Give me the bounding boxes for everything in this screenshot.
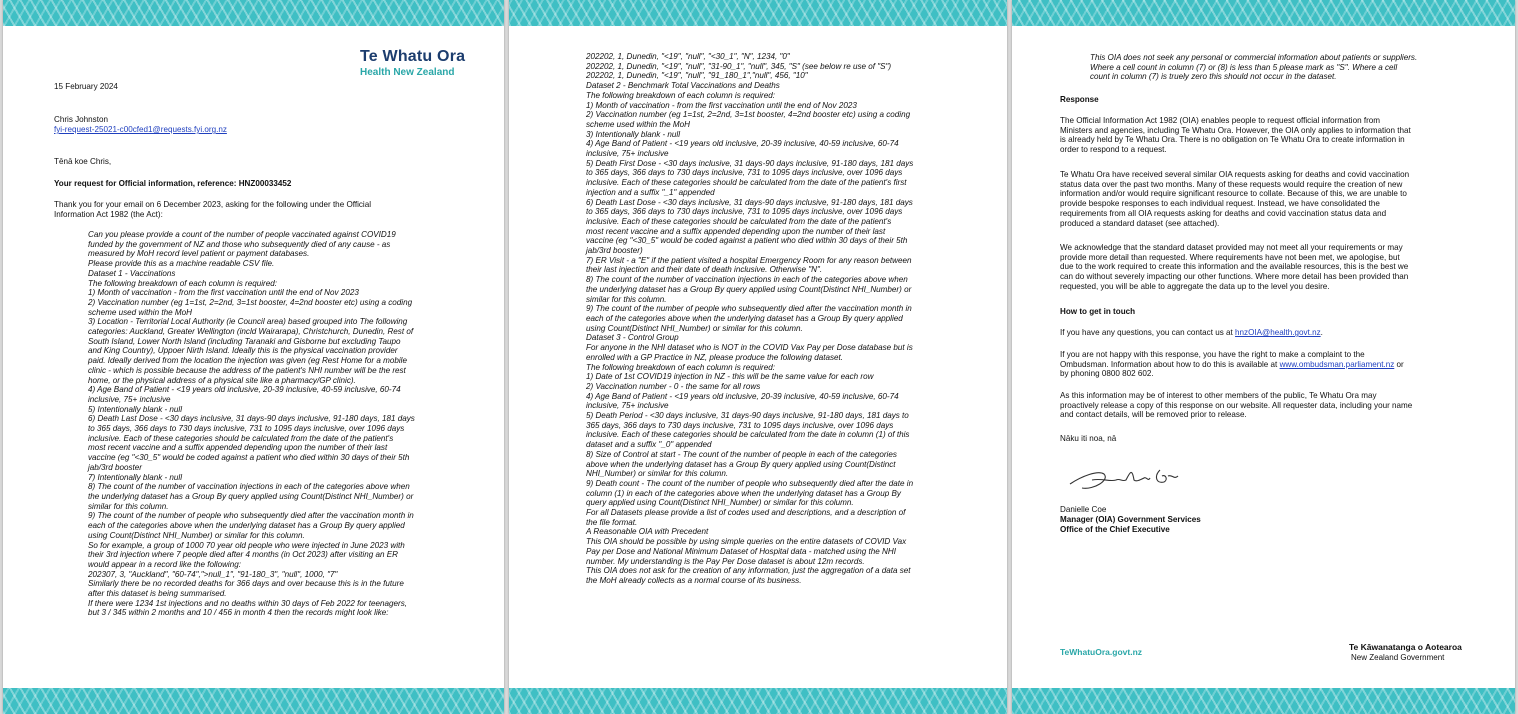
quote-line: Pay per Dose and National Minimum Dataset of Hospital data - matched using the NHI <box>586 546 896 556</box>
quote-line: 3) Location - Territorial Local Authority (ie Council area) based grouped into The following <box>88 317 408 327</box>
letter-page-3 <box>1012 0 1515 714</box>
footer-government-english: New Zealand Government <box>1351 653 1445 662</box>
quote-line: using Count(Distinct NHI_Number) or similar for this column. <box>88 530 305 540</box>
quote-line: Dataset 2 - Benchmark Total Vaccinations and Deaths <box>586 81 780 91</box>
quote-line: 1) Month of vaccination - from the first vaccination until the end of Nov 2023 <box>586 100 857 110</box>
quote-line: injection and a suffix "_1" appended <box>586 187 715 197</box>
quote-line: 8) Size of Control at start - The count of the number of people in each of the categories <box>586 449 897 459</box>
quote-line: 5) Death First Dose - <30 days inclusive, 31 days-90 days inclusive, 91-180 days, 181 days <box>586 158 914 168</box>
paragraph-line: Ministers and agencies, including Te Whatu Ora. However, the OIA only applies to information that <box>1060 125 1411 135</box>
request-subject <box>54 179 291 189</box>
subject-label: Your request for Official information, reference: <box>54 179 239 188</box>
logo-subtitle: Health New Zealand <box>360 67 455 78</box>
quote-line: the MoH already collects as a normal course of its business. <box>586 575 802 585</box>
signer-title: Manager (OIA) Government Services <box>1060 515 1201 524</box>
signature-image <box>1064 458 1194 498</box>
quote-line: 7) Intentionally blank - null <box>88 472 183 482</box>
ombudsman-text-end: or <box>1394 359 1404 369</box>
quote-line: funded by the government of NZ and those who subsequently died of any cause - as <box>88 239 391 249</box>
quote-line: 9) The count of the number of people who subsequently died after the vaccination month in <box>586 304 912 314</box>
quote-line: each of the categories above when the underlying dataset has a Group By query applied <box>88 521 405 531</box>
quote-line: enrolled with a GP Practice in NZ, please produce the following dataset. <box>586 352 844 362</box>
quote-line: most recent vaccine and a suffix appended depending upon the number of their last <box>88 443 388 453</box>
quote-line: 4) Age Band of Patient - <19 years old inclusive, 20-39 inclusive, 40-59 inclusive, 60-74 <box>586 391 899 401</box>
paragraph-line: provide more detail than requested. Where requirements have not been met, we apologise, but <box>1060 252 1400 262</box>
quote-line: Please provide this as a machine readable CSV file. <box>88 259 275 269</box>
recipient-email-link[interactable]: fyi-request-25021-c00cfed1@requests.fyi.org.nz <box>54 125 227 134</box>
quote-line: 2) Vaccination number - 0 - the same for all rows <box>586 381 761 391</box>
decorative-top-band <box>509 0 1007 26</box>
quote-line: dataset and a suffix "_0" appended <box>586 440 712 450</box>
quote-line: 202202, 1, Dunedin, "<19", "null", "31-90_1", "null", 345, "S" (see below re use of "S") <box>586 61 892 71</box>
quote-line: the underlying dataset has a Group By query applied using Count(Distinct NHI_Number) or <box>586 284 912 294</box>
signer-name: Danielle Coe <box>1060 505 1107 514</box>
quote-line: clinic - which is possible because the address of the patient's NHI number will be the rest <box>88 365 406 375</box>
quote-line: Can you please provide a count of the number of people vaccinated against COVID19 <box>88 230 396 239</box>
quote-line: inclusive. Each of these categories should be calculated from the date of the patient's first <box>586 178 907 188</box>
quote-line: number. My understanding is the Pay Per Dose dataset is about 12m records. <box>586 556 865 566</box>
paragraph-line: information and/or would require significant resource to collate. Because of this, we are unable to <box>1060 189 1407 199</box>
quote-line: scheme used within the MoH <box>586 119 690 129</box>
paragraph-line: As this information may be of interest to other members of the public, Te Whatu Ora may <box>1060 391 1377 400</box>
response-heading: Response <box>1060 95 1099 104</box>
letter-page-1 <box>3 0 504 714</box>
paragraph-line: is already held by Te Whatu Ora. There is no obligation on Te Whatu Ora to create information in <box>1060 135 1405 145</box>
quote-line: The following breakdown of each column is required: <box>586 90 775 100</box>
quote-line: home, or the physical address of a physical site like a pharmacy/GP clinic). <box>88 375 356 385</box>
request-quote-continued <box>586 52 913 586</box>
quote-line: This OIA does not ask for the creation of any information, just the aggregation of a data set <box>586 566 911 576</box>
paragraph-line: by phoning 0800 802 602. <box>1060 369 1154 379</box>
quote-line: using Count(Distinct NHI_Number) or similar for this column. <box>586 323 803 333</box>
paragraph-line: can do without severely impacting our other functions. Where more detail has been provided than <box>1060 272 1409 282</box>
signoff: Nāku iti noa, nā <box>1060 434 1117 443</box>
quote-line: the file format. <box>586 517 638 527</box>
quote-line: 1) Month of vaccination - from the first vaccination until the end of Nov 2023 <box>88 288 359 298</box>
quote-line: 1) Date of 1st COVID19 injection in NZ - this will be the same value for each row <box>586 372 874 382</box>
contact-paragraph <box>1060 328 1323 338</box>
quote-line: query applied using Count(Distinct NHI_Number) or similar for this column. <box>586 498 854 508</box>
quote-line: jab/3rd booster <box>88 462 142 472</box>
quote-line: inclusive, 75+ inclusive <box>586 149 669 159</box>
signer-office: Office of the Chief Executive <box>1060 525 1170 534</box>
quote-line: A Reasonable OIA with Precedent <box>586 527 709 537</box>
ombudsman-text: Ombudsman. Information about how to do this is available at <box>1060 359 1280 369</box>
quote-line: 4) Age Band of Patient - <19 years old inclusive, 20-39 inclusive, 40-59 inclusive, 60-74 <box>88 385 401 395</box>
quote-line: 8) The count of the number of vaccination injections in each of the categories above when <box>88 482 410 492</box>
contact-end: . <box>1320 328 1323 337</box>
response-paragraph-2 <box>1060 170 1409 228</box>
greeting: Tēnā koe Chris, <box>54 157 112 166</box>
contact-text: If you have any questions, you can contact us at <box>1060 328 1236 337</box>
quote-line: their 3rd injection where 7 people died after 4 months (in Oct 2023) after visiting an ER <box>88 550 398 560</box>
paragraph-line: due to the work required to create this information and the available resources, this is the best we <box>1060 262 1409 272</box>
quote-line: jab/3rd booster) <box>586 246 643 256</box>
paragraph-line: We acknowledge that the standard dataset provided may not meet all your requirements or may <box>1060 243 1403 252</box>
quote-line: For anyone in the NHI dataset who is NOT in the COVID Vax Pay per Dose database but is <box>586 343 913 353</box>
quote-line: inclusive, 75+ inclusive <box>586 401 669 411</box>
quote-line: inclusive, 75+ inclusive <box>88 394 171 404</box>
recipient-name: Chris Johnston <box>54 115 108 124</box>
paragraph-line <box>1060 360 1404 370</box>
paragraph-line: and contact details, will be removed prior to release. <box>1060 410 1247 420</box>
paragraph-line: produced a standard dataset (see attached). <box>1060 218 1220 228</box>
quote-line: The following breakdown of each column is required: <box>88 278 277 288</box>
quote-line: Dataset 3 - Control Group <box>586 333 679 343</box>
quote-line: 7) ER Visit - a "E" if the patient visited a hospital Emergency Room for any reason between <box>586 255 912 265</box>
quote-line: column (1) in each of the categories above when the underlying dataset has a Group By <box>586 488 901 498</box>
paragraph-line: provide bespoke responses to each individual request. Instead, we have consolidated the <box>1060 199 1380 209</box>
subject-reference: HNZ00033452 <box>238 179 292 188</box>
footer-website: TeWhatuOra.govt.nz <box>1060 647 1143 657</box>
quote-line: most recent vaccine and a suffix appended depending upon the number of their last <box>586 226 886 236</box>
quote-line: 4) Age Band of Patient - <19 years old inclusive, 20-39 inclusive, 40-59 inclusive, 60-74 <box>586 139 899 149</box>
quote-line: 202307, 3, "Auckland", "60-74",">null_1", "91-180_3", "null", 1000, "7" <box>88 569 338 579</box>
quote-line: 202202, 1, Dunedin, "<19", "null", "91_180_1","null", 456, "10" <box>586 71 808 81</box>
quote-line: their last injection and their date of death inclusive. Otherwise "N". <box>586 265 823 275</box>
request-quote <box>88 230 415 618</box>
quote-line: 2) Vaccination number (eg 1=1st, 2=2nd, 3=1st booster, 4=2nd booster etc) using a coding <box>88 297 413 307</box>
quote-line: 202202, 1, Dunedin, "<19", "null", "<30_1", "N", 1234, "0" <box>586 52 790 61</box>
quote-line: but 3 / 345 within 2 months and 10 / 456 in month 4 then the records might look like: <box>88 608 389 618</box>
quote-line: 6) Death Last Dose - <30 days inclusive, 31 days-90 days inclusive, 91-180 days, 181 days <box>88 414 415 424</box>
quote-line: 9) The count of the number of people who subsequently died after the vaccination month in <box>88 511 414 521</box>
decorative-top-band <box>1012 0 1515 26</box>
quote-line: similar for this column. <box>88 501 169 511</box>
quote-line: to 365 days, 366 days to 730 days inclusive, 731 to 1095 days inclusive, over 1096 days <box>586 207 903 217</box>
quote-line: each of the categories above when the underlying dataset has a Group By query applied <box>586 313 903 323</box>
paragraph-line: order to respond to a request. <box>1060 145 1167 155</box>
quote-line: categories: Auckland, Greater Wellington (incld Wairarapa), Christchurch, Dunedin, Rest of <box>88 327 414 337</box>
quote-line: scheme used within the MoH <box>88 307 192 317</box>
quote-line: measured by MoH record level patient or payment databases. <box>88 249 310 259</box>
quote-line: inclusive. Each of these categories should be calculated from the date in column (1) of this <box>586 430 910 440</box>
footer-government-maori: Te Kāwanatanga o Aotearoa <box>1349 642 1462 652</box>
release-paragraph <box>1060 391 1412 420</box>
quote-line: South Island, Lower North Island (including Taranaki and Gisborne but excluding Taupo <box>88 336 401 346</box>
contact-heading: How to get in touch <box>1060 307 1136 316</box>
decorative-bottom-band <box>509 688 1007 714</box>
quote-line: vaccine (eg "<30_5" would be coded against a patient who died within 30 days of their 5th <box>586 236 908 246</box>
quote-line: inclusive. Each of these categories should be calculated from the date of the patient's <box>586 216 892 226</box>
paragraph-line: Te Whatu Ora have received several similar OIA requests asking for deaths and covid vaccination <box>1060 170 1410 179</box>
intro-line: Information Act 1982 (the Act): <box>54 209 163 219</box>
paragraph-line: status data over the past two months. Many of these requests would require the creation of new <box>1060 179 1403 189</box>
quote-line: to 365 days, 366 days to 730 days inclusive, 731 to 1095 days inclusive, over 1096 days <box>586 168 903 178</box>
quote-line: 365 days, 366 days to 730 days inclusive, 731 to 1095 days inclusive, over 1096 days <box>586 420 894 430</box>
response-paragraph-3 <box>1060 243 1408 292</box>
quote-line: So for example, a group of 1000 70 year old people who were injected in June 2023 with <box>88 540 405 550</box>
intro-line: Thank you for your email on 6 December 2023, asking for the following under the Official <box>54 200 372 209</box>
quote-line: This OIA does not seek any personal or commercial information about patients or suppliers. <box>1090 53 1418 62</box>
quote-line: would appear in a record like the following: <box>88 559 241 569</box>
decorative-top-band <box>3 0 504 26</box>
quote-line: above when the underlying dataset has a Group By query applied using Count(Distinct <box>586 459 896 469</box>
quote-line: 6) Death Last Dose - <30 days inclusive, 31 days-90 days inclusive, 91-180 days, 181 days <box>586 197 913 207</box>
quote-line: Similarly there be no recorded deaths for 366 days and over because this is in the future <box>88 579 404 589</box>
paragraph-line: requested, you will be able to aggregate the data up to the level you desire. <box>1060 281 1330 291</box>
quote-line: to 365 days, 366 days to 730 days inclusive, 731 to 1095 days inclusive, over 1096 days <box>88 424 405 434</box>
quote-line: NHI_Number) or similar for this column. <box>586 469 729 479</box>
letter-page-2 <box>509 0 1007 714</box>
quote-line: For all Datasets please provide a list of codes used and descriptions, and a description of <box>586 508 906 518</box>
response-paragraph-1 <box>1060 116 1411 155</box>
decorative-bottom-band <box>1012 688 1515 714</box>
paragraph-line: proactively release a copy of this response on our website. All requester data, including your name <box>1060 400 1413 410</box>
ombudsman-link[interactable]: www.ombudsman.parliament.nz <box>1279 359 1395 369</box>
paragraph-line: The Official Information Act 1982 (OIA) enables people to request official information from <box>1060 116 1381 125</box>
quote-line: The following breakdown of each column is required: <box>586 362 775 372</box>
ombudsman-paragraph <box>1060 350 1404 379</box>
letter-date: 15 February 2024 <box>54 82 118 91</box>
request-quote-end <box>1090 53 1417 82</box>
quote-line: 8) The count of the number of vaccination injections in each of the categories above when <box>586 275 908 285</box>
quote-line: and King Country), Uppoer Nirth Island. Ideally this is the physical vaccination provider <box>88 346 398 356</box>
quote-line: 2) Vaccination number (eg 1=1st, 2=2nd, 3=1st booster, 4=2nd booster etc) using a coding <box>586 110 911 120</box>
paragraph-line: requirements from all OIA requests asking for deaths and covid vaccination status data and <box>1060 208 1387 218</box>
quote-line: the underlying dataset has a Group By query applied using Count(Distinct NHI_Number) or <box>88 491 414 501</box>
quote-line: count in column (7) is truely zero this should not occur in the dataset. <box>1090 72 1337 82</box>
quote-line: paid. Ideally derived from the location the injection was given (eg Rest Home for a mobile <box>88 356 407 366</box>
quote-line: This OIA should be possible by using simple queries on the entire datasets of COVID Vax <box>586 537 907 547</box>
quote-line: vaccine (eg "<30_5" would be coded against a patient who died within 30 days of their 5th <box>88 453 410 463</box>
quote-line: 3) Intentionally blank - null <box>586 129 681 139</box>
quote-line: inclusive. Each of these categories should be calculated from the date of the patient's <box>88 433 394 443</box>
quote-line: 9) Death count - The count of the number of people who subsequently died after the date in <box>586 478 914 488</box>
quote-line: 5) Death Period - <30 days inclusive, 31 days-90 days inclusive, 91-180 days, 181 days to <box>586 411 909 421</box>
quote-line: after this dataset is being summarised. <box>88 589 227 599</box>
quote-line: If there were 1234 1st injections and no deaths within 30 days of Feb 2022 for teenagers, <box>88 598 408 608</box>
quote-line: 5) Intentionally blank - null <box>88 404 183 414</box>
quote-line: Dataset 1 - Vaccinations <box>88 268 176 278</box>
decorative-bottom-band <box>3 688 504 714</box>
quote-line: similar for this column. <box>586 294 667 304</box>
paragraph-line: If you are not happy with this response, you have the right to make a complaint to the <box>1060 350 1365 359</box>
quote-line: Where a cell count in column (7) or (8) is less than 5 please mark as "S". Where a cell <box>1090 62 1398 72</box>
logo-title: Te Whatu Ora <box>360 48 466 65</box>
contact-email-link[interactable]: hnzOIA@health.govt.nz <box>1235 328 1321 337</box>
intro-paragraph <box>54 200 371 219</box>
